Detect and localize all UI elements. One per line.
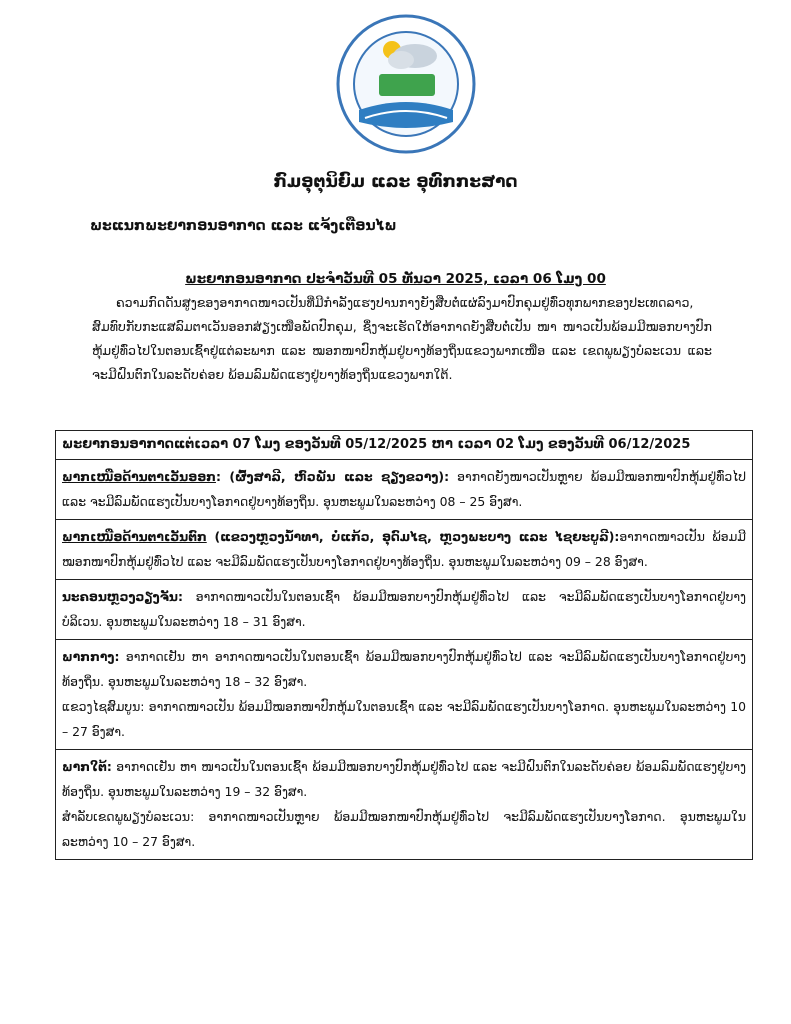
region-paragraph: [62, 584, 746, 634]
region-name: ນະຄອນຫຼວງວຽງຈັນ:: [62, 589, 183, 604]
forecast-title: ພະຍາກອນອາກາດ ປະຈຳວັນທີ 05 ທັນວາ 2025, ເວລາ 06 ໂມງ 00: [185, 271, 606, 287]
region-paragraph: [62, 644, 746, 694]
region-text: ອາກາດຍັງໜາວເປັນຫຼາຍ ພ້ອມມີໝອກໜາປົກຫຸ້ມຢູ່ທົ່ວໄປ ແລະ ຈະມີລົມພັດແຮງເປັນບາງໂອກາດຢູ່ບາງທ້ອງຖິ່ນ. ອຸນຫະພູມໃນລະຫວ່າງ 08 – 25 ອົງສາ.: [62, 469, 746, 509]
division-title: ພະແນກພະຍາກອນອາກາດ ແລະ ແຈ້ງເຕືອນໄພ: [90, 218, 397, 234]
region-row-northeast: [56, 460, 752, 520]
forecast-intro: ຄວາມກົດດັນສູງຂອງອາກາດໜາວເປັນທີ່ມີກຳລັງແຮງປານກາງຍັງສືບຕໍ່ແຜ່ລົງມາປົກຄຸມຢູ່ທົ່ວທຸກພາກຂອງປະເທດລາວ, ສົມທົບກັບກະແສລົມຕາເວັນອອກສ່ຽງເໜືອພັດປົກຄຸມ, ຊຶ່ງຈະເຮັດໃຫ້ອາກາດຍັງສືບຕໍ່ເປັນ ໜາ ໜາວເປັນພ້ອມມີໝອກບາງປົກຫຸ້ມຢູ່ທົ່ວໄປໃນຕອນເຊົ້າຢູ່ແຕ່ລະພາກ ແລະ ໝອກໜາປົກຫຸ້ມຢູ່ບາງທ້ອງຖິ່ນແຂວງພາກເໜືອ ແລະ ເຂດພູພຽງບໍລະເວນ ແລະ ຈະມີຝົນຕົກໃນລະດັບຄ່ອຍ ພ້ອມລົມພັດແຮງຢູ່ບາງທ້ອງຖິ່ນແຂວງພາກໃຕ້.: [92, 295, 712, 382]
region-name: ພາກເໜືອດ້ານຕາເວັນອອກ: [62, 469, 216, 484]
region-provinces: (ແຂວງຫຼວງນ້ຳທາ, ບໍ່ແກ້ວ, ອຸດົມໄຊ, ຫຼວງພະບາງ ແລະ ໄຊຍະບູລີ):: [206, 529, 620, 544]
region-extra: ສຳລັບເຂດພູພຽງບໍລະເວນ: ອາກາດໜາວເປັນຫຼາຍ ພ້ອມມີໝອກໜາປົກຫຸ້ມຢູ່ທົ່ວໄປ ຈະມີລົມພັດແຮງເປັນບາງໂອກາດ. ອຸນຫະພູມໃນລະຫວ່າງ 10 – 27 ອົງສາ.: [62, 809, 746, 849]
region-row-central: [56, 640, 752, 750]
region-text: ອາກາດໜາວເປັນໃນຕອນເຊົ້າ ພ້ອມມີໝອກບາງປົກຫຸ້ມຢູ່ທົ່ວໄປ ແລະ ຈະມີລົມພັດແຮງເປັນບາງໂອກາດຢູ່ບາງບໍລິເວນ. ອຸນຫະພູມໃນລະຫວ່າງ 18 – 31 ອົງສາ.: [62, 589, 746, 629]
region-paragraph: [62, 464, 746, 514]
dmh-mark: [379, 74, 435, 96]
region-row-vientiane: [56, 580, 752, 640]
region-paragraph: [62, 754, 746, 804]
region-name: ພາກເໜືອດ້ານຕາເວັນຕົກ: [62, 529, 207, 544]
region-text: ອາກາດເຢັນ ຫາ ໜາວເປັນໃນຕອນເຊົ້າ ພ້ອມມີໝອກບາງປົກຫຸ້ມຢູ່ທົ່ວໄປ ແລະ ຈະມີຝົນຕົກໃນລະດັບຄ່ອຍ ພ້ອມລົມພັດແຮງຢູ່ບາງທ້ອງຖິ່ນ. ອຸນຫະພູມໃນລະຫວ່າງ 19 – 32 ອົງສາ.: [62, 759, 746, 799]
region-name: ພາກໃຕ້:: [62, 759, 112, 774]
region-name: ພາກກາງ:: [62, 649, 120, 664]
dmh-logo-emblem: [335, 14, 477, 154]
forecast-period: ພະຍາກອນອາກາດແຕ່ເວລາ 07 ໂມງ ຂອງວັນທີ 05/12/2025 ຫາ ເວລາ 02 ໂມງ ຂອງວັນທີ 06/12/2025: [56, 431, 752, 460]
region-extra: ແຂວງໄຊສົມບູນ: ອາກາດໜາວເປັນ ພ້ອມມີໝອກໜາປົກຫຸ້ມໃນຕອນເຊົ້າ ແລະ ຈະມີລົມພັດແຮງເປັນບາງໂອກາດ. ອຸນຫະພູມໃນລະຫວ່າງ 10 – 27 ອົງສາ.: [62, 699, 746, 739]
region-row-northwest: [56, 520, 752, 580]
dmh-logo: [335, 14, 477, 154]
forecast-table: [55, 430, 753, 860]
region-row-south: [56, 750, 752, 859]
region-text: ອາກາດເຢັນ ຫາ ອາກາດໜາວເປັນໃນຕອນເຊົ້າ ພ້ອມມີໝອກບາງປົກຫຸ້ມຢູ່ທົ່ວໄປ ແລະ ຈະມີລົມພັດແຮງເປັນບາງໂອກາດຢູ່ບາງທ້ອງຖິ່ນ. ອຸນຫະພູມໃນລະຫວ່າງ 18 – 32 ອົງສາ.: [62, 649, 746, 689]
region-text: ອາກາດໜາວເປັນ ພ້ອມມີໝອກໜາປົກຫຸ້ມຢູ່ທົ່ວໄປ ແລະ ຈະມີລົມພັດແຮງເປັນບາງໂອກາດຢູ່ບາງທ້ອງຖິ່ນ. ອຸນຫະພູມໃນລະຫວ່າງ 09 – 28 ອົງສາ.: [62, 529, 746, 569]
ministry-title: ກົມອຸຕຸນິຍົມ ແລະ ອຸທົກກະສາດ: [273, 172, 518, 192]
region-provinces: : (ຜົ້ງສາລີ, ຫົວພັນ ແລະ ຊຽງຂວາງ):: [215, 469, 450, 484]
region-paragraph: [62, 524, 746, 574]
